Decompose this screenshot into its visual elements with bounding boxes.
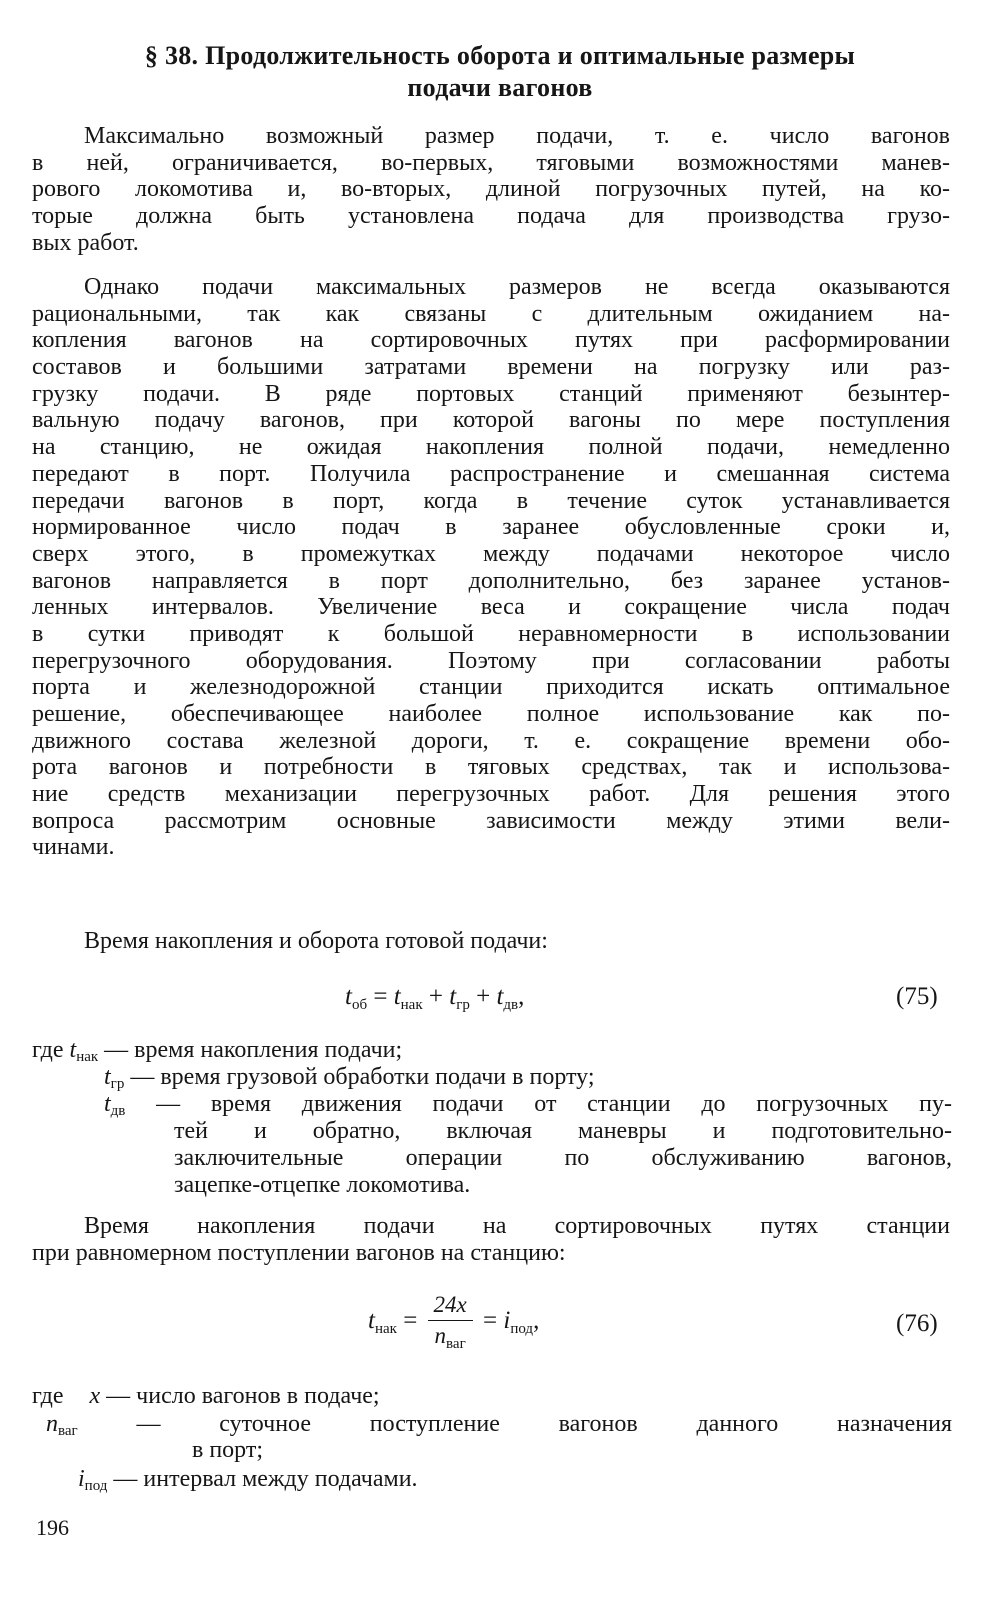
definition-row: $n_{ваг}$ — суточное поступление вагонов данного назначения bbox=[46, 1411, 952, 1439]
text-line: в ней, ограничивается, во-первых, тяговыми возможностями манев- bbox=[32, 149, 950, 176]
paragraph-2 bbox=[32, 274, 950, 861]
text-line: решение, обеспечивающее наиболее полное использование как по- bbox=[32, 701, 950, 727]
heading-line-2: подачи вагонов bbox=[407, 73, 593, 102]
definition-row-continued: зацепке-отцепке локомотива. bbox=[174, 1172, 471, 1198]
text-line: торые должна быть установлена подача для производства грузо- bbox=[32, 203, 950, 230]
definition-row: $i_{под}$ — интервал между подачами. bbox=[78, 1466, 418, 1494]
text-line: в сутки приводят к большой неравномерности в использовании bbox=[32, 620, 950, 647]
text-line: Однако подачи максимальных размеров не всегда оказываются bbox=[84, 274, 950, 300]
text-line: вагонов направляется в порт дополнительно, без заранее установ- bbox=[32, 567, 950, 594]
text-line: движного состава железной дороги, т. е. сокращение времени обо- bbox=[32, 727, 950, 754]
fraction: $\frac{24x}{n_{ваг}}$ bbox=[428, 1292, 473, 1353]
text-line: нормированное число подач в заранее обусловленные сроки и, bbox=[32, 514, 950, 541]
paragraph-4 bbox=[32, 1213, 950, 1266]
text-line: вопроса рассмотрим основные зависимости между этими вели- bbox=[32, 807, 950, 834]
text-line: Время накопления и оборота готовой подачи: bbox=[84, 928, 548, 954]
definition-row: где $t_{нак}$ — время накопления подачи; bbox=[32, 1037, 403, 1065]
text-line: на станцию, не ожидая накопления полной подачи, немедленно bbox=[32, 434, 950, 461]
definitions-75 bbox=[32, 1037, 952, 1217]
text-line: копления вагонов на сортировочных путях при расформировании bbox=[32, 327, 950, 354]
definition-row-continued: заключительные операции по обслуживанию вагонов, bbox=[174, 1145, 952, 1171]
text-line: рациональными, так как связаны с длительным ожиданием на- bbox=[32, 300, 950, 327]
text-line: при равномерном поступлении вагонов на станцию: bbox=[32, 1239, 566, 1266]
equation-number-75: (75) bbox=[896, 983, 938, 1010]
text-line: Время накопления подачи на сортировочных путях станции bbox=[84, 1213, 950, 1239]
text-line: ленных интервалов. Увеличение веса и сокращение числа подач bbox=[32, 594, 950, 621]
text-line: сверх этого, в промежутках между подачами некоторое число bbox=[32, 540, 950, 567]
section-heading bbox=[60, 40, 940, 104]
text-line: порта и железнодорожной станции приходится искать оптимальное bbox=[32, 674, 950, 701]
text-line: перегрузочного оборудования. Поэтому при согласовании работы bbox=[32, 647, 950, 674]
equation-number-76: (76) bbox=[896, 1310, 938, 1337]
equation-75: $t_{об} = t_{нак} + t_{гр} + t_{дв}$, bbox=[345, 983, 525, 1013]
heading-line-1: § 38. Продолжительность оборота и оптимальные размеры bbox=[144, 41, 856, 70]
definition-row-continued: в порт; bbox=[192, 1437, 264, 1463]
text-line: ние средств механизации перегрузочных работ. Для решения этого bbox=[32, 781, 950, 808]
text-line: грузку подачи. В ряде портовых станций применяют безынтер- bbox=[32, 380, 950, 407]
paragraph-1 bbox=[32, 123, 950, 256]
definition-row: $t_{гр}$ — время грузовой обработки подачи в порту; bbox=[104, 1064, 595, 1092]
text-line: вальную подачу вагонов, при которой вагоны по мере поступления bbox=[32, 407, 950, 434]
page-number: 196 bbox=[36, 1515, 69, 1540]
text-line: рота вагонов и потребности в тяговых средствах, так и использова- bbox=[32, 754, 950, 781]
text-line: вых работ. bbox=[32, 229, 139, 256]
text-line: составов и большими затратами времени на погрузку или раз- bbox=[32, 354, 950, 381]
definition-row: $t_{дв}$ — время движения подачи от станции до погрузочных пу- bbox=[104, 1091, 952, 1119]
text-line: рового локомотива и, во-вторых, длиной погрузочных путей, на ко- bbox=[32, 176, 950, 203]
definition-row: где x — число вагонов в подаче; bbox=[32, 1383, 380, 1409]
text-line: Максимально возможный размер подачи, т. е. число вагонов bbox=[84, 123, 950, 149]
text-line: передают в порт. Получила распространение и смешанная система bbox=[32, 460, 950, 487]
text-line: передачи вагонов в порт, когда в течение суток устанавливается bbox=[32, 487, 950, 514]
definition-row-continued: тей и обратно, включая маневры и подготовительно- bbox=[174, 1118, 952, 1144]
equation-76: $t_{нак}$ = $\frac{24x}{n_{ваг}}$ = $i_{под}$, bbox=[368, 1292, 540, 1352]
text-line: чинами. bbox=[32, 834, 115, 861]
definitions-76 bbox=[32, 1383, 952, 1503]
paragraph-3 bbox=[32, 928, 950, 955]
